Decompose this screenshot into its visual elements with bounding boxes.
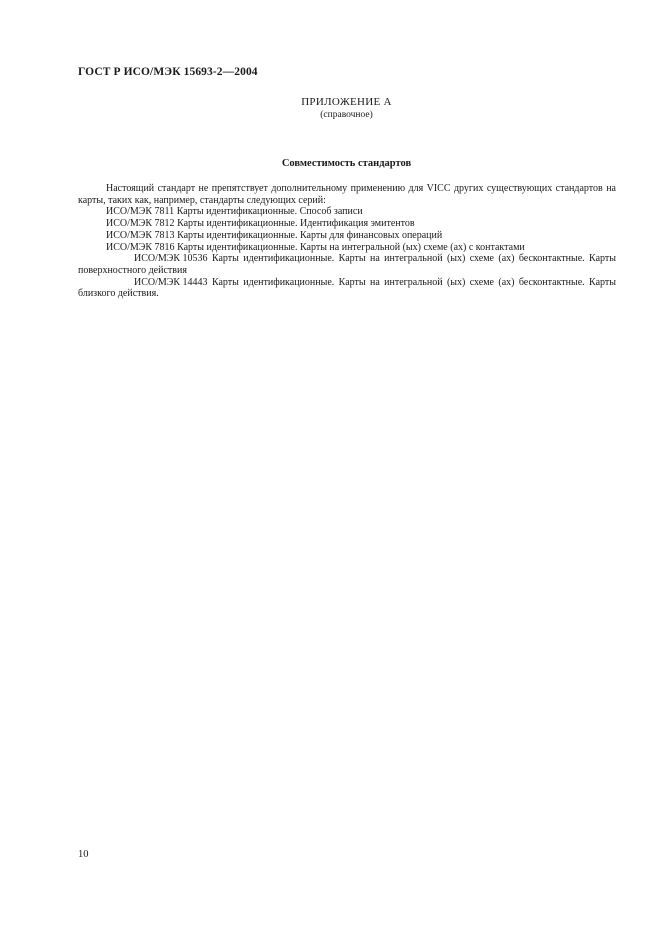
appendix-subtitle: (справочное) — [320, 110, 373, 120]
body-text — [78, 183, 616, 300]
standard-item — [78, 218, 616, 230]
standard-code: ИСО/МЭК 7816 — [106, 241, 175, 253]
appendix-title: ПРИЛОЖЕНИЕ А — [301, 96, 392, 108]
standard-code: ИСО/МЭК 7813 — [106, 229, 175, 241]
standard-description: Карты идентификационные. Карты для финансовых операций — [177, 229, 443, 241]
standard-description: Карты идентификационные. Способ записи — [176, 206, 363, 218]
intro-paragraph: Настоящий стандарт не препятствует дополнительному применению для VICC других существующих стандартов на карты, таких как, например, стандарты следующих серий: — [78, 183, 616, 206]
appendix-heading — [0, 96, 661, 121]
section-title: Совместимость стандартов — [281, 158, 412, 169]
standard-code: ИСО/МЭК 14443 — [134, 276, 208, 288]
standard-item — [78, 206, 616, 218]
standard-code-header: ГОСТ Р ИСО/МЭК 15693-2—2004 — [78, 66, 258, 78]
standard-code: ИСО/МЭК 7812 — [106, 218, 175, 230]
standard-description: Карты идентификационные. Карты на интегральной (ых) схеме (ах) с контактами — [177, 241, 525, 253]
standard-code: ИСО/МЭК 7811 — [106, 206, 175, 218]
standard-item — [78, 230, 616, 242]
standard-item — [78, 242, 616, 254]
page-number: 10 — [78, 849, 89, 860]
standard-code: ИСО/МЭК 10536 — [134, 253, 208, 265]
standard-item — [78, 253, 616, 276]
standard-description: Карты идентификационные. Идентификация эмитентов — [177, 218, 415, 230]
standard-description: Карты идентификационные. Карты на интегральной (ых) схеме (ах) бесконтактные. Карты поверхностного действия — [78, 253, 616, 276]
standard-description: Карты идентификационные. Карты на интегральной (ых) схеме (ах) бесконтактные. Карты близкого действия. — [78, 276, 616, 300]
standard-item — [78, 277, 616, 300]
